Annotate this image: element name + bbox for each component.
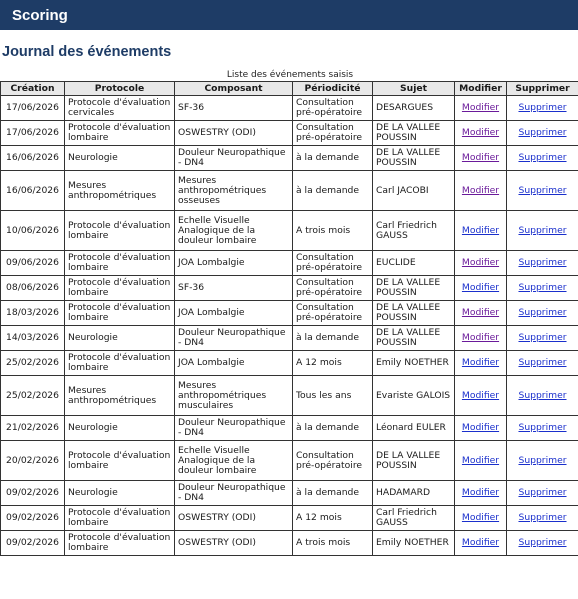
cell-periodicite: Consultation pré-opératoire [293, 251, 373, 276]
cell-supprimer [507, 146, 578, 171]
cell-supprimer [507, 301, 578, 326]
cell-periodicite: à la demande [293, 326, 373, 351]
cell-composant: OSWESTRY (ODI) [175, 121, 293, 146]
cell-sujet: EUCLIDE [373, 251, 455, 276]
cell-composant: Douleur Neuropathique - DN4 [175, 326, 293, 351]
cell-protocole: Protocole d'évaluation lombaire [65, 251, 175, 276]
cell-protocole: Protocole d'évaluation lombaire [65, 276, 175, 301]
cell-sujet: Carl JACOBI [373, 171, 455, 211]
modify-link[interactable]: Modifier [461, 422, 500, 433]
cell-periodicite: Consultation pré-opératoire [293, 301, 373, 326]
modify-link[interactable]: Modifier [461, 512, 500, 523]
cell-composant: SF-36 [175, 96, 293, 121]
cell-modifier [455, 481, 507, 506]
delete-link[interactable]: Supprimer [518, 184, 567, 196]
header-sujet[interactable]: Sujet [373, 82, 455, 96]
cell-modifier [455, 251, 507, 276]
header-modifier: Modifier [455, 82, 507, 96]
cell-creation: 09/02/2026 [1, 481, 65, 506]
delete-link[interactable]: Supprimer [518, 127, 567, 138]
cell-protocole: Neurologie [65, 481, 175, 506]
cell-protocole: Protocole d'évaluation lombaire [65, 506, 175, 531]
cell-periodicite: A trois mois [293, 531, 373, 556]
cell-sujet: DE LA VALLEE POUSSIN [373, 301, 455, 326]
cell-sujet: Carl Friedrich GAUSS [373, 506, 455, 531]
cell-supprimer [507, 531, 578, 556]
cell-composant: JOA Lombalgie [175, 301, 293, 326]
cell-protocole: Neurologie [65, 416, 175, 441]
modify-link[interactable]: Modifier [461, 102, 500, 113]
table-row [1, 351, 578, 376]
cell-sujet: Emily NOETHER [373, 531, 455, 556]
cell-sujet: DE LA VALLEE POUSSIN [373, 276, 455, 301]
cell-modifier [455, 506, 507, 531]
cell-periodicite: à la demande [293, 481, 373, 506]
cell-periodicite: A trois mois [293, 211, 373, 251]
table-row [1, 121, 578, 146]
delete-link[interactable]: Supprimer [518, 102, 567, 113]
delete-link[interactable]: Supprimer [518, 454, 567, 466]
delete-link[interactable]: Supprimer [518, 487, 567, 498]
table-row [1, 251, 578, 276]
modify-link[interactable]: Modifier [461, 307, 500, 318]
cell-composant: JOA Lombalgie [175, 251, 293, 276]
modify-link[interactable]: Modifier [461, 454, 500, 466]
table-caption: Liste des événements saisis [226, 70, 354, 80]
cell-creation: 10/06/2026 [1, 211, 65, 251]
cell-protocole: Protocole d'évaluation lombaire [65, 301, 175, 326]
cell-composant: Mesures anthropométriques musculaires [175, 376, 293, 416]
cell-creation: 25/02/2026 [1, 351, 65, 376]
delete-link[interactable]: Supprimer [518, 389, 567, 401]
events-table [0, 81, 578, 556]
cell-composant: Mesures anthropométriques osseuses [175, 171, 293, 211]
cell-periodicite: Consultation pré-opératoire [293, 96, 373, 121]
cell-creation: 21/02/2026 [1, 416, 65, 441]
cell-modifier [455, 171, 507, 211]
cell-creation: 17/06/2026 [1, 121, 65, 146]
cell-composant: OSWESTRY (ODI) [175, 531, 293, 556]
cell-modifier [455, 376, 507, 416]
header-creation[interactable]: Création [1, 82, 65, 96]
cell-protocole: Protocole d'évaluation lombaire [65, 351, 175, 376]
cell-creation: 20/02/2026 [1, 441, 65, 481]
table-row [1, 506, 578, 531]
modify-link[interactable]: Modifier [461, 282, 500, 293]
delete-link[interactable]: Supprimer [518, 422, 567, 433]
cell-creation: 18/03/2026 [1, 301, 65, 326]
cell-sujet: DESARGUES [373, 96, 455, 121]
cell-creation: 09/02/2026 [1, 506, 65, 531]
cell-periodicite: Consultation pré-opératoire [293, 276, 373, 301]
cell-protocole: Mesures anthropométriques [65, 171, 175, 211]
cell-supprimer [507, 276, 578, 301]
delete-link[interactable]: Supprimer [518, 224, 567, 236]
cell-sujet: DE LA VALLEE POUSSIN [373, 441, 455, 481]
cell-protocole: Mesures anthropométriques [65, 376, 175, 416]
cell-sujet: DE LA VALLEE POUSSIN [373, 146, 455, 171]
table-row [1, 376, 578, 416]
cell-modifier [455, 96, 507, 121]
delete-link[interactable]: Supprimer [518, 357, 567, 368]
delete-link[interactable]: Supprimer [518, 307, 567, 318]
cell-supprimer [507, 171, 578, 211]
table-row [1, 96, 578, 121]
cell-periodicite: A 12 mois [293, 506, 373, 531]
table-row [1, 441, 578, 481]
cell-creation: 09/06/2026 [1, 251, 65, 276]
cell-supprimer [507, 211, 578, 251]
delete-link[interactable]: Supprimer [518, 537, 567, 548]
cell-periodicite: à la demande [293, 171, 373, 211]
cell-composant: Douleur Neuropathique - DN4 [175, 416, 293, 441]
cell-sujet: Léonard EULER [373, 416, 455, 441]
cell-modifier [455, 351, 507, 376]
table-row [1, 276, 578, 301]
header-protocole[interactable]: Protocole [65, 82, 175, 96]
cell-creation: 16/06/2026 [1, 171, 65, 211]
cell-periodicite: à la demande [293, 146, 373, 171]
table-row [1, 171, 578, 211]
cell-modifier [455, 211, 507, 251]
delete-link[interactable]: Supprimer [518, 512, 567, 523]
modify-link[interactable]: Modifier [461, 224, 500, 236]
cell-periodicite: A 12 mois [293, 351, 373, 376]
cell-composant: Echelle Visuelle Analogique de la douleur lombaire [175, 441, 293, 481]
cell-periodicite: Consultation pré-opératoire [293, 441, 373, 481]
cell-sujet: Evariste GALOIS [373, 376, 455, 416]
cell-protocole: Protocole d'évaluation lombaire [65, 211, 175, 251]
cell-periodicite: Tous les ans [293, 376, 373, 416]
cell-periodicite: Consultation pré-opératoire [293, 121, 373, 146]
delete-link[interactable]: Supprimer [518, 282, 567, 293]
cell-supprimer [507, 326, 578, 351]
cell-supprimer [507, 481, 578, 506]
cell-modifier [455, 146, 507, 171]
cell-sujet: HADAMARD [373, 481, 455, 506]
cell-modifier [455, 301, 507, 326]
table-row [1, 481, 578, 506]
modify-link[interactable]: Modifier [461, 487, 500, 498]
cell-protocole: Neurologie [65, 146, 175, 171]
cell-modifier [455, 326, 507, 351]
cell-sujet: Carl Friedrich GAUSS [373, 211, 455, 251]
cell-supprimer [507, 506, 578, 531]
cell-supprimer [507, 376, 578, 416]
cell-composant: Douleur Neuropathique - DN4 [175, 146, 293, 171]
cell-sujet: DE LA VALLEE POUSSIN [373, 121, 455, 146]
cell-creation: 09/02/2026 [1, 531, 65, 556]
cell-creation: 17/06/2026 [1, 96, 65, 121]
table-row [1, 211, 578, 251]
delete-link[interactable]: Supprimer [518, 152, 567, 163]
modify-link[interactable]: Modifier [461, 537, 500, 548]
app-title: Scoring [12, 6, 68, 24]
cell-sujet: DE LA VALLEE POUSSIN [373, 326, 455, 351]
cell-protocole: Neurologie [65, 326, 175, 351]
cell-protocole: Protocole d'évaluation lombaire [65, 121, 175, 146]
cell-supprimer [507, 416, 578, 441]
header-composant[interactable]: Composant [175, 82, 293, 96]
modify-link[interactable]: Modifier [461, 184, 500, 196]
cell-creation: 16/06/2026 [1, 146, 65, 171]
table-row [1, 301, 578, 326]
table-row [1, 531, 578, 556]
modify-link[interactable]: Modifier [461, 357, 500, 368]
modify-link[interactable]: Modifier [461, 127, 500, 138]
cell-supprimer [507, 96, 578, 121]
delete-link[interactable]: Supprimer [518, 332, 567, 343]
cell-sujet: Emily NOETHER [373, 351, 455, 376]
cell-composant: SF-36 [175, 276, 293, 301]
cell-composant: Echelle Visuelle Analogique de la douleur lombaire [175, 211, 293, 251]
modify-link[interactable]: Modifier [461, 152, 500, 163]
modify-link[interactable]: Modifier [461, 389, 500, 401]
cell-modifier [455, 531, 507, 556]
cell-creation: 25/02/2026 [1, 376, 65, 416]
app-header-bar [0, 0, 578, 30]
cell-supprimer [507, 251, 578, 276]
cell-modifier [455, 416, 507, 441]
modify-link[interactable]: Modifier [461, 257, 500, 268]
table-row [1, 146, 578, 171]
cell-composant: OSWESTRY (ODI) [175, 506, 293, 531]
delete-link[interactable]: Supprimer [518, 257, 567, 268]
cell-composant: JOA Lombalgie [175, 351, 293, 376]
header-periodicite[interactable]: Périodicité [293, 82, 373, 96]
cell-composant: Douleur Neuropathique - DN4 [175, 481, 293, 506]
cell-protocole: Protocole d'évaluation lombaire [65, 531, 175, 556]
cell-periodicite: à la demande [293, 416, 373, 441]
cell-creation: 08/06/2026 [1, 276, 65, 301]
cell-supprimer [507, 121, 578, 146]
header-supprimer: Supprimer [507, 82, 578, 96]
table-header-row [1, 82, 578, 96]
cell-modifier [455, 121, 507, 146]
cell-supprimer [507, 351, 578, 376]
cell-protocole: Protocole d'évaluation lombaire [65, 441, 175, 481]
cell-modifier [455, 441, 507, 481]
modify-link[interactable]: Modifier [461, 332, 500, 343]
page-title: Journal des événements [2, 44, 172, 60]
cell-supprimer [507, 441, 578, 481]
cell-creation: 14/03/2026 [1, 326, 65, 351]
cell-protocole: Protocole d'évaluation cervicales [65, 96, 175, 121]
table-row [1, 416, 578, 441]
table-row [1, 326, 578, 351]
cell-modifier [455, 276, 507, 301]
